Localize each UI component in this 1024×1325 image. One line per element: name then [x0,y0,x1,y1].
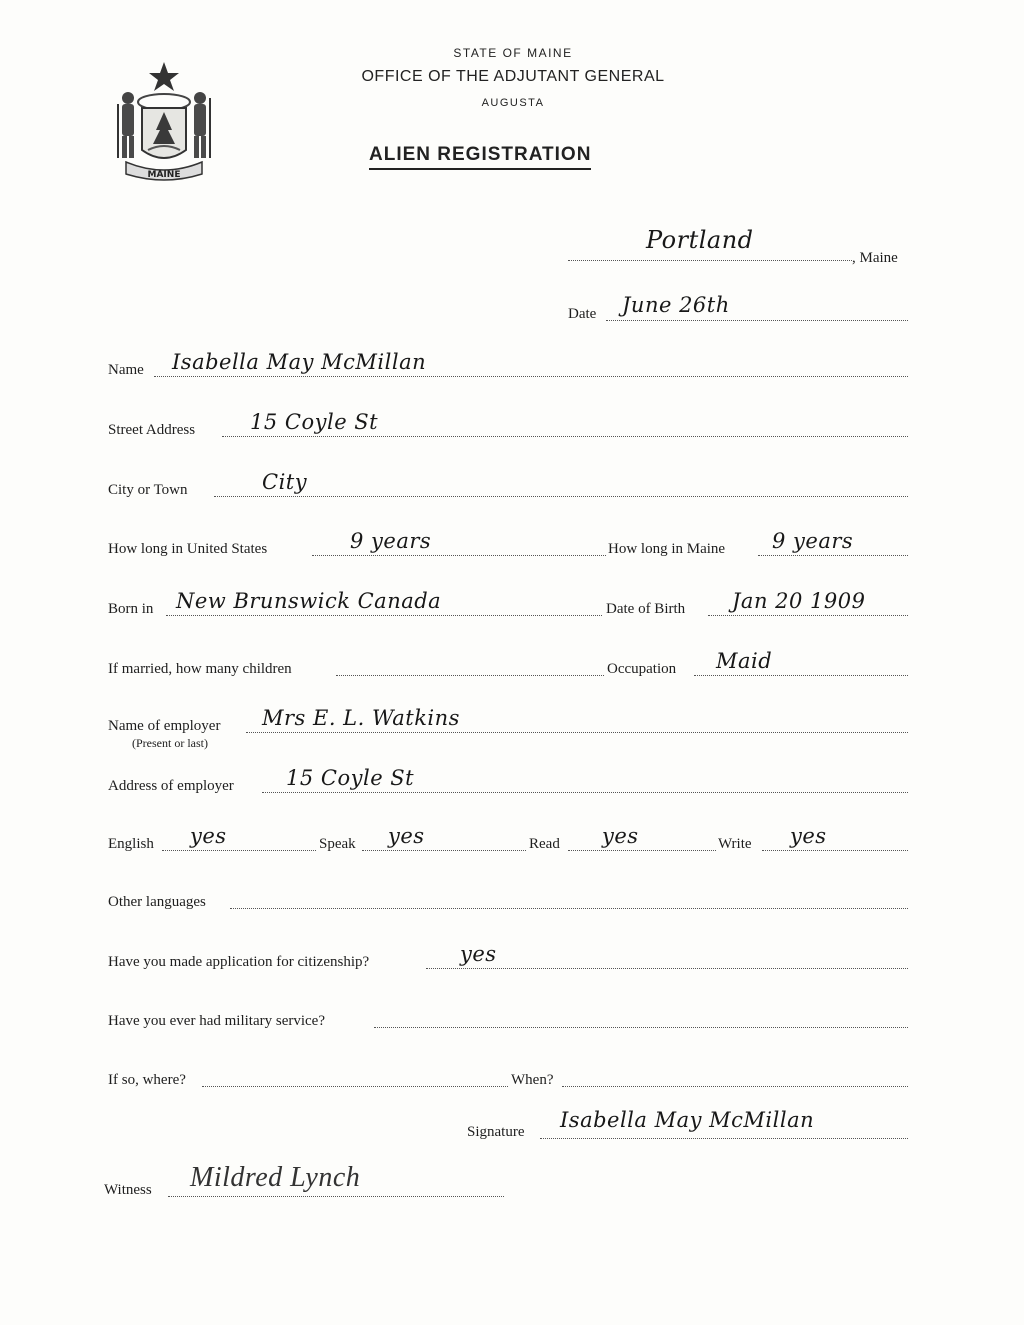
employer-note: (Present or last) [132,736,208,750]
name-value: Isabella May McMillan [172,350,427,374]
employer-label: Name of employer [108,718,221,734]
city-heading: AUGUSTA [481,97,545,109]
name-label: Name [108,362,144,378]
born-in-line [166,615,602,616]
english-line [162,850,316,851]
svg-text:MAINE: MAINE [147,170,181,180]
where-label: If so, where? [108,1072,186,1088]
where-line [202,1086,508,1087]
maine-state-seal-icon [108,58,220,186]
english-value: yes [190,824,227,848]
how-long-maine-line [758,555,908,556]
date-line [606,320,908,321]
city-town-label: City or Town [108,482,188,498]
military-label: Have you ever had military service? [108,1013,325,1029]
read-line [568,850,716,851]
born-in-label: Born in [108,601,154,617]
occupation-label: Occupation [607,661,677,677]
office-heading: OFFICE OF THE ADJUTANT GENERAL [361,68,665,85]
signature-line [540,1138,908,1139]
town-value: Portland [646,226,754,254]
street-label: Street Address [108,422,196,438]
write-label: Write [718,836,752,852]
citizenship-value: yes [460,942,497,966]
state-suffix-label: , Maine [852,250,898,266]
how-long-us-label: How long in United States [108,541,268,557]
children-label: If married, how many children [108,661,292,677]
city-town-line [214,496,908,497]
date-of-birth-label: Date of Birth [606,601,686,617]
how-long-maine-label: How long in Maine [608,541,726,557]
date-of-birth-line [708,615,908,616]
witness-line [168,1196,504,1197]
employer-value: Mrs E. L. Watkins [262,706,460,730]
employer-address-label: Address of employer [108,778,234,794]
date-of-birth-value: Jan 20 1909 [732,589,866,613]
street-line [222,436,908,437]
employer-line [246,732,908,733]
citizenship-label: Have you made application for citizenship? [108,954,370,970]
occupation-line [694,675,908,676]
write-line [762,850,908,851]
city-town-value: City [262,470,308,494]
read-label: Read [529,836,560,852]
speak-label: Speak [319,836,356,852]
signature-label: Signature [467,1124,525,1140]
street-value: 15 Coyle St [250,410,379,434]
employer-address-line [262,792,908,793]
when-line [562,1086,908,1087]
witness-label: Witness [104,1182,152,1198]
born-in-value: New Brunswick Canada [176,589,442,613]
other-languages-label: Other languages [108,894,206,910]
date-label: Date [568,306,597,322]
date-value: June 26th [622,293,730,317]
read-value: yes [602,824,639,848]
employer-address-value: 15 Coyle St [286,766,415,790]
other-languages-line [230,908,908,909]
how-long-maine-value: 9 years [772,529,854,553]
english-label: English [108,836,154,852]
write-value: yes [790,824,827,848]
signature-value: Isabella May McMillan [560,1108,815,1132]
town-line [568,260,852,261]
state-heading: STATE OF MAINE [453,46,573,60]
when-label: When? [511,1072,554,1088]
how-long-us-line [312,555,606,556]
speak-value: yes [388,824,425,848]
witness-value: Mildred Lynch [190,1162,361,1193]
children-line [336,675,604,676]
how-long-us-value: 9 years [350,529,432,553]
speak-line [362,850,526,851]
military-line [374,1027,908,1028]
citizenship-line [426,968,908,969]
name-line [154,376,908,377]
form-title: ALIEN REGISTRATION [369,144,591,170]
occupation-value: Maid [716,649,773,673]
